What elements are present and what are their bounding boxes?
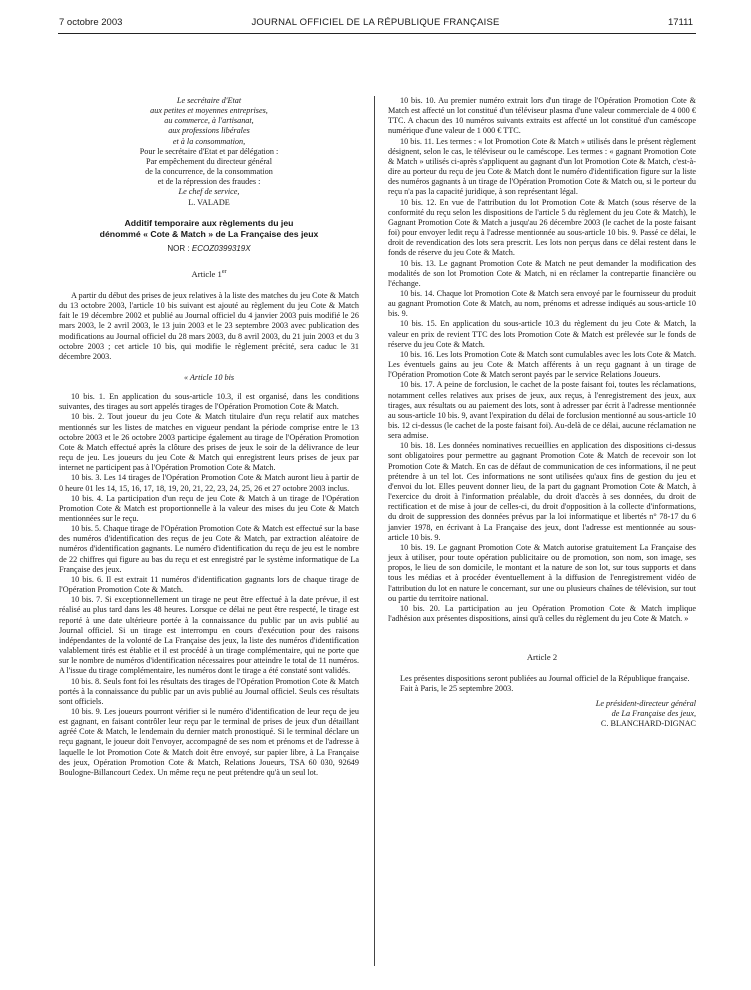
right-column — [388, 96, 696, 729]
sig-line: de la concurrence, de la consommation — [145, 167, 273, 177]
paragraph-10bis-3: 10 bis. 3. Les 14 tirages de l'Opération Promotion Cote & Match auront lieu à partir de 0 heure 01 les 14, 15, 16, 17, 18, 19, 20, 21, 22, 23, 24, 25, 26 et 27 octobre 2003 inclus. — [59, 473, 359, 493]
paragraph-10bis-1: 10 bis. 1. En application du sous-article 10.3, il est organisé, dans les conditions suivantes, des tirages au sort appelés tirages de l'Opération Promotion Cote & Match. — [59, 392, 359, 412]
sig-name: L. VALADE — [188, 197, 230, 207]
article-1-label: Article 1 — [191, 268, 222, 279]
paragraph-10bis-5: 10 bis. 5. Chaque tirage de l'Opération Promotion Cote & Match est effectué sur la base des numéros d'identification des reçus de jeu Cote & Match, par extraction aléatoire de numéros d'identification gagnants. Le numéro d'identification du reçu de jeu est le nombre de 22 chiffres qui figure au bas du reçu et est enregistré par le système informatique de La Française des jeux. — [59, 524, 359, 574]
paragraph-10bis-11: 10 bis. 11. Les termes : « lot Promotion Cote & Match » utilisés dans le présent règlement désignent, selon le cas, le téléviseur ou le caméscope. Les termes : « gagnant Promotion Cote & Match » utilisés ci-après s'appliquent au gagnant d'un lot Promotion Cote & Match, c'est-à-dire au porteur du reçu de jeu Cote & Match dont le numéro d'identification figure sur la liste des numéros gagnants à un tirage de l'Opération Promotion Cote & Match ou, si le porteur du reçu n'a pas la capacité juridique, à son représentant légal. — [388, 136, 696, 197]
nor-value: ECOZ0399319X — [191, 243, 251, 253]
sig-line: Le chef de service, — [178, 187, 240, 197]
nor-reference — [59, 244, 359, 254]
paragraph-10bis-17: 10 bis. 17. A peine de forclusion, le cachet de la poste faisant foi, toutes les réclamations, notamment celles relatives aux prises de jeux, aux reçus, à l'enregistrement des jeux, aux tirages, aux résultats ou au paiement des lots, sont à adresser par écrit à l'adresse mentionnée au sous-article 10 bis. 9, avant l'expiration du délai de forclusion mentionné au sous-article 10 bis. 12 ci-dessus (le cachet de la poste faisant foi). Au-delà de ce délai, aucune réclamation ne sera admise. — [388, 380, 696, 441]
paragraph-10bis-10: 10 bis. 10. Au premier numéro extrait lors d'un tirage de l'Opération Promotion Cote & Match est affecté un lot constitué d'un téléviseur plasma d'une valeur commerciale de 4 000 € TTC. A chacun des 10 numéros suivants extraits est affecté un lot constitué d'un caméscope numérique d'une valeur de 1 000 € TTC. — [388, 96, 696, 136]
paragraph-10bis-9: 10 bis. 9. Les joueurs pourront vérifier si le numéro d'identification de leur reçu de jeu est gagnant, en faisant contrôler leur reçu par le terminal de prises de jeux d'un détaillant agréé Cote & Match, le lendemain du dernier match pronostiqué. Si le terminal déclare un reçu gagnant, le joueur doit l'envoyer, accompagné de ses nom et prénoms et de l'adresse à laquelle le lot Promotion Cote & Match doit être envoyé, sur papier libre, à La Française des jeux, Opération Promotion Cote & Match, Relations Joueurs, TSA 60 030, 92649 Boulogne-Billancourt Cedex. Un même reçu ne peut prétendre qu'à un seul lot. — [59, 706, 359, 777]
sig-line: aux petites et moyennes entreprises, — [150, 106, 268, 116]
paragraph-10bis-8: 10 bis. 8. Seuls font foi les résultats des tirages de l'Opération Promotion Cote & Match portés à la connaissance du public par un avis publié au Journal officiel. Seuls ces résultats sont officiels. — [59, 676, 359, 706]
paragraph-10bis-13: 10 bis. 13. Le gagnant Promotion Cote & Match ne peut demander la modification des modalités de son lot Promotion Cote & Match, ni en réclamer la contrepartie financière ou l'échange. — [388, 258, 696, 288]
decree-title-line-1: Additif temporaire aux règlements du jeu — [124, 217, 294, 228]
left-column — [59, 96, 359, 778]
paragraph-10bis-16: 10 bis. 16. Les lots Promotion Cote & Match sont cumulables avec les lots Cote & Match. Les éventuels gains au jeu Cote & Match afférents à un reçu gagnant à un tirage de l'Opération Promotion Cote & Match seront payés par le service Relations Joueurs. — [388, 349, 696, 380]
paragraph-10bis-14: 10 bis. 14. Chaque lot Promotion Cote & Match sera envoyé par le fournisseur du produit au gagnant Promotion Cote & Match, au nom, prénoms et adresse indiqués au sous-article 10 bis. 9. — [388, 288, 696, 319]
header-page-number: 17111 — [667, 17, 693, 28]
paragraph-10bis-15: 10 bis. 15. En application du sous-article 10.3 du règlement du jeu Cote & Match, la valeur en prix de revient TTC des lots Promotion Cote & Match est prélevée sur le fonds de réserve du jeu Cote & Match. — [388, 319, 696, 349]
place-date: Fait à Paris, le 25 septembre 2003. — [400, 684, 514, 694]
header-rule — [58, 33, 696, 34]
paragraph-10bis-19: 10 bis. 19. Le gagnant Promotion Cote & Match autorise gratuitement La Française des jeux à utiliser, pour toute opération publicitaire ou de promotion, son nom, son image, ses propos, le lieu de son domicile, le montant et la nature de son lot, sur tous supports et dans tous les médias et à procéder éventuellement à la diffusion de l'enregistrement vidéo de l'attribution du lot en nature le concernant, sur une ou plusieurs chaînes de télévision, sur tout ou partie du territoire national. — [388, 542, 696, 603]
article-2-paragraph: Les présentes dispositions seront publiées au Journal officiel de la République française. — [400, 674, 690, 684]
sig-line: et à la consommation, — [172, 136, 246, 146]
signature-bottom — [388, 699, 696, 729]
sig-line: et de la répression des fraudes : — [157, 177, 261, 187]
article-1-heading — [59, 267, 359, 279]
paragraph-10bis-2: 10 bis. 2. Tout joueur du jeu Cote & Match titulaire d'un reçu relatif aux matches mentionnés sur les listes de matches en vigueur pendant la période comprise entre le 13 octobre 2003 et le 26 octobre 2003 participe également au tirage de l'Opération Promotion Cote & Match effectué après la clôture des prises de jeux le soir de la délivrance de leur reçu de jeu. Les joueurs du jeu Cote & Match qui enregistrent leurs prises de jeux par internet ne participent pas à l'Opération Promotion Cote & Match. — [59, 412, 359, 473]
paragraph-10bis-7: 10 bis. 7. Si exceptionnellement un tirage ne peut être effectué à la date prévue, il est réalisé au plus tard dans les 48 heures. Lorsque ce délai ne peut être respecté, le tirage est reporté à une date ultérieure portée à la connaissance du public par un avis publié au Journal officiel. Si un tirage est interrompu en cours d'exécution pour des raisons indépendantes de la volonté de La Française des jeux, la liste des numéros d'identification valablement tirés est établie et il est procédé à un tirage complémentaire, qui ne porte que sur le nombre de numéros d'identification nécessaires pour atteindre le total de 11 numéros. A l'issue du tirage complémentaire, les numéros dont le tirage a été constaté sont validés. — [59, 595, 359, 676]
paragraph-10bis-4: 10 bis. 4. La participation d'un reçu de jeu Cote & Match à un tirage de l'Opération Promotion Cote & Match est proportionnelle à la valeur des mises du jeu Cote & Match mentionnées sur le reçu. — [59, 493, 359, 524]
sig-line: Par empêchement du directeur général — [146, 156, 272, 166]
paragraph-10bis-6: 10 bis. 6. Il est extrait 11 numéros d'identification gagnants lors de chaque tirage de l'Opération Promotion Cote & Match. — [59, 574, 359, 595]
paragraph-10bis-20: 10 bis. 20. La participation au jeu Opération Promotion Cote & Match implique l'adhésion aux présentes dispositions, ainsi qu'à celles du règlement du jeu Cote & Match. » — [388, 603, 696, 623]
header-date: 7 octobre 2003 — [59, 17, 123, 28]
sig-bot-line-1: Le président-directeur général — [595, 698, 696, 708]
article-10bis-heading: « Article 10 bis — [183, 372, 235, 382]
column-separator — [374, 96, 375, 966]
decree-title — [59, 218, 359, 240]
sig-bot-name: C. BLANCHARD-DIGNAC — [600, 718, 696, 728]
signature-top — [59, 96, 359, 208]
sig-bot-line-2: de La Française des jeux, — [611, 708, 696, 718]
article-2-heading: Article 2 — [526, 652, 558, 663]
sig-line: Le secrétaire d'Etat — [176, 96, 242, 105]
sig-line: aux professions libérales — [168, 126, 250, 136]
header-journal-title: JOURNAL OFFICIEL DE LA RÉPUBLIQUE FRANÇAISE — [251, 17, 500, 28]
decree-title-line-2: dénommé « Cote & Match » de La Française des jeux — [99, 228, 319, 239]
paragraph-10bis-18: 10 bis. 18. Les données nominatives recueillies en application des dispositions ci-dessus sont obligatoires pour permettre au gagnant Promotion Cote & Match de recevoir son lot Promotion Cote & Match. En cas de défaut de communication de ces informations, il ne peut prétendre à un tel lot. Ces informations ne sont utilisées qu'aux fins de gestion du jeu et d'envoi du lot. Elles peuvent donner lieu, de la part du gagnant Promotion Cote & Match, à l'exercice du droit à l'information préalable, du droit d'accès à ses données, du droit de rectification et de mise à jour de celles-ci, du droit d'opposition à la collecte d'informations, du droit de suppression des données prévus par la loi informatique et libertés n° 78-17 du 6 janvier 1978, en écrivant à La Française des jeux, dont l'adresse est mentionnée au sous-article 10 bis. 9. — [388, 441, 696, 542]
nor-label: NOR : — [167, 243, 190, 253]
sig-line: Pour le secrétaire d'Etat et par délégation : — [139, 146, 279, 156]
article-1-paragraph: A partir du début des prises de jeux relatives à la liste des matches du jeu Cote & Match du 13 octobre 2003, l'article 10 bis suivant est ajouté au règlement du jeu Cote & Match fait le 19 décembre 2002 et publié au Journal officiel du 4 janvier 2003 puis modifié le 26 mars 2003, le 2 avril 2003, le 13 juin 2003 et le 23 septembre 2003 avec publication des modifications au Journal officiel du 28 mars 2003, du 8 avril 2003, du 21 juin 2003 et du 3 octobre 2003 ; cet article 10 bis, qui modifie le règlement précité, sera caduc le 31 décembre 2003. — [59, 290, 359, 361]
sig-line: au commerce, à l'artisanat, — [164, 116, 254, 126]
article-1-sup: er — [221, 268, 227, 275]
paragraph-10bis-12: 10 bis. 12. En vue de l'attribution du lot Promotion Cote & Match (sous réserve de la conformité du reçu selon les dispositions de l'article 5 du règlement du jeu Cote & Match), le Gagnant Promotion Cote & Match a jusqu'au 26 décembre 2003 (le cachet de la poste faisant foi) pour envoyer ledit reçu à l'adresse mentionnée au sous-article 10 bis. 9. Passé ce délai, le droit de revendication des lots sera prescrit. Les lots non perçus dans ce délai restent dans le fonds de réserve du jeu Cote & Match. — [388, 197, 696, 258]
